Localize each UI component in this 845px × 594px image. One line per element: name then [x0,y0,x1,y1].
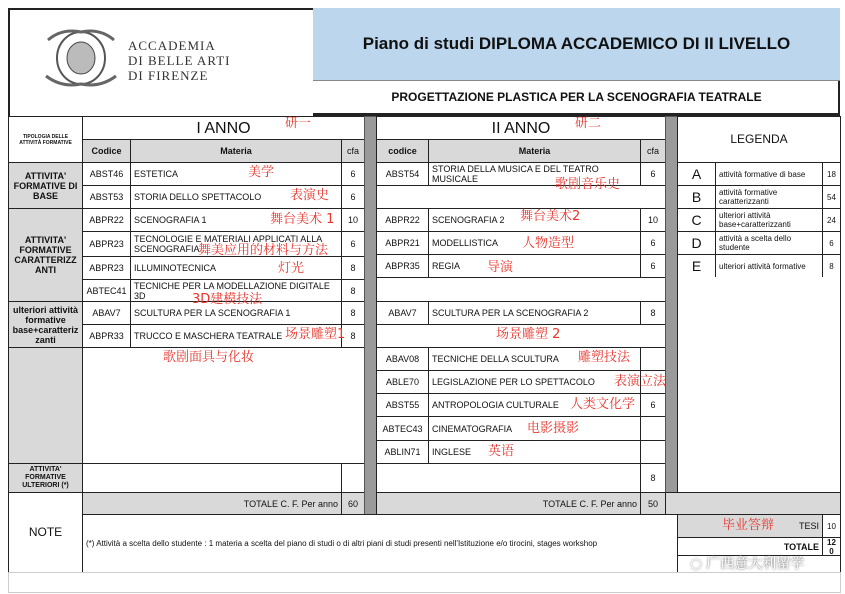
legend-letter: B [677,185,716,209]
annotation: 歌剧面具与化妆 [163,350,255,365]
year1-col-code: Codice [82,139,131,163]
annotation: 表演立法 [614,374,667,389]
legend-letter: D [677,231,716,255]
year1-ulteriori [82,463,342,493]
year1-subject: ESTETICA [130,162,342,186]
year1-subject: SCULTURA PER LA SCENOGRAFIA 1 [130,301,342,325]
year2-cfa: 6 [640,393,666,417]
year2-total: 50 [640,492,666,515]
year2-cfa: 6 [640,254,666,278]
annotation: 英语 [488,444,515,459]
wechat-icon: ◌ [690,556,703,572]
totale-value: 120 [822,537,841,556]
year1-code: ABPR33 [82,324,131,348]
year1-subject: TRUCCO E MASCHERA TEATRALE [130,324,342,348]
logo-line-2: DI BELLE ARTI [128,53,231,68]
annotation: 毕业答辩 [722,518,775,533]
legend-letter: A [677,162,716,186]
year1-cfa: 8 [341,279,365,302]
legend-desc: attività formative di base [715,162,823,186]
annotation: 舞台美术2 [520,209,581,224]
year2-blank-row [376,185,666,209]
logo-line-3: DI FIRENZE [128,68,209,83]
totale-label: TOTALE [677,537,823,556]
year1-cfa: 8 [341,324,365,348]
year2-code: ABPR35 [376,254,429,278]
annotation: 雕塑技法 [578,350,631,365]
annotation: 歌剧音乐史 [555,177,621,192]
legend-cfa: 18 [822,162,841,186]
year2-code: ABPR22 [376,208,429,232]
tipologia-header: TIPOLOGIA DELLE ATTIVITÀ FORMATIVE [8,116,83,163]
annotation: 舞台美术 1 [270,212,335,227]
year1-code: ABPR23 [82,256,131,280]
year2-code: ABST55 [376,393,429,417]
year1-cfa: 6 [341,231,365,257]
year1-cfa: 6 [341,185,365,209]
year1-cfa: 10 [341,208,365,232]
year1-code: ABPR22 [82,208,131,232]
year1-code: ABST46 [82,162,131,186]
legend-cfa: 54 [822,185,841,209]
logo-line-1: ACCADEMIA [128,38,216,53]
annotation: 导演 [487,260,514,275]
legend-total-blank [665,492,841,515]
year2-subject: CINEMATOGRAFIA [428,416,641,441]
annotation: 灯光 [278,261,305,276]
year2-subject: SCENOGRAFIA 2 [428,208,641,232]
annotation: 3D建模技法 [192,292,263,307]
note-text: (*) Attività a scelta dello studente : 1 materia a scelta del piano di studi o di altri piani di studi presenti nell'Istituzione e/o tirocini, stages workshop [82,514,678,573]
year2-cfa [640,347,666,371]
year2-code: ABAV7 [376,301,429,325]
year2-code: ABLIN71 [376,440,429,464]
year1-subject: STORIA DELLO SPETTACOLO [130,185,342,209]
year1-col-subject: Materia [130,139,342,163]
legend-desc: attività a scelta dello studente [715,231,823,255]
legend-title: LEGENDA [677,116,841,163]
annotation: 研二 [575,116,602,131]
legend-cfa: 6 [822,231,841,255]
legend-desc: ulteriori attività formative [715,254,823,278]
page-title: Piano di studi DIPLOMA ACCADEMICO DI II LIVELLO [313,8,840,81]
year2-subject: REGIA [428,254,641,278]
year2-subject: STORIA DELLA MUSICA E DEL TEATRO MUSICALE [428,162,641,186]
year1-cfa: 8 [341,256,365,280]
year1-cfa: 6 [341,162,365,186]
year1-code: ABPR23 [82,231,131,257]
legend-blank [677,277,841,493]
year2-cfa [640,416,666,441]
year2-code: ABPR21 [376,231,429,255]
year1-code: ABAV7 [82,301,131,325]
year2-cfa: 6 [640,162,666,186]
year2-code: ABST54 [376,162,429,186]
year1-subject: SCENOGRAFIA 1 [130,208,342,232]
year2-blank-row [376,277,666,302]
legend-cfa: 8 [822,254,841,278]
category-blank [8,347,83,464]
year2-total-label: TOTALE C. F. Per anno [376,492,641,515]
watermark-text: 广西意大利留学 [706,556,805,572]
annotation: 美学 [248,165,275,180]
annotation: 场景雕塑1 [285,327,346,342]
year2-code: ABLE70 [376,370,429,394]
annotation: 研一 [285,116,312,131]
annotation: 舞美应用的材料与方法 [198,243,329,258]
legend-letter: E [677,254,716,278]
legend-cfa: 24 [822,208,841,232]
year2-subject: LEGISLAZIONE PER LO SPETTACOLO [428,370,641,394]
year1-total: 60 [341,492,365,515]
annotation: 人类文化学 [570,397,636,412]
legend-desc: attività formative caratterizzanti [715,185,823,209]
year2-code: ABTEC43 [376,416,429,441]
year2-cfa: 6 [640,231,666,255]
annotation: 场景雕塑 2 [496,327,561,342]
annotation: 电影摄影 [527,421,580,436]
year1-col-cfa: cfa [341,139,365,163]
tesi-label: TESI [677,514,823,538]
page-subtitle: PROGETTAZIONE PLASTICA PER LA SCENOGRAFIA TEATRALE [313,80,840,116]
year1-subject: TECNOLOGIE E MATERIALI APPLICATI ALLA SCENOGRAFIA [130,231,342,257]
year1-total-label: TOTALE C. F. Per anno [82,492,342,515]
category-ulteriori-bc: ulteriori attività formative base+caratterizzanti [8,301,83,348]
academy-emblem-icon [42,28,120,88]
year2-col-subject: Materia [428,139,641,163]
year2-cfa: 8 [640,301,666,325]
year1-cfa: 8 [341,301,365,325]
year1-ulteriori-cfa [341,463,365,493]
year2-subject: TECNICHE DELLA SCULTURA [428,347,641,371]
watermark [690,556,804,572]
year2-cfa: 10 [640,208,666,232]
year1-title: I ANNO [82,116,365,140]
year2-title: II ANNO [376,116,666,140]
bottom-blank-row [8,572,841,593]
legend-letter: C [677,208,716,232]
annotation: 人物造型 [522,236,575,251]
year2-code: ABAV08 [376,347,429,371]
year2-subject: ANTROPOLOGIA CULTURALE [428,393,641,417]
category-caratterizzanti: ATTIVITA' FORMATIVE CARATTERIZZANTI [8,208,83,302]
note-label: NOTE [8,492,83,573]
year2-col-code: codice [376,139,429,163]
year2-ulteriori-cfa: 8 [640,463,666,493]
legend-desc: ulteriori attività base+caratterizzanti [715,208,823,232]
tesi-value: 10 [822,514,841,538]
year2-cfa [640,440,666,464]
year1-subject: TECNICHE PER LA MODELLAZIONE DIGITALE 3D [130,279,342,302]
year1-code: ABST53 [82,185,131,209]
year2-col-cfa: cfa [640,139,666,163]
year2-ulteriori [376,463,641,493]
category-ulteriori: ATTIVITA' FORMATIVE ULTERIORI (*) [8,463,83,493]
year1-subject: ILLUMINOTECNICA [130,256,342,280]
category-base: ATTIVITA' FORMATIVE DI BASE [8,162,83,209]
annotation: 表演史 [290,188,330,203]
year2-subject: INGLESE [428,440,641,464]
year2-subject: MODELLISTICA [428,231,641,255]
year2-subject: SCULTURA PER LA SCENOGRAFIA 2 [428,301,641,325]
year1-code: ABTEC41 [82,279,131,302]
